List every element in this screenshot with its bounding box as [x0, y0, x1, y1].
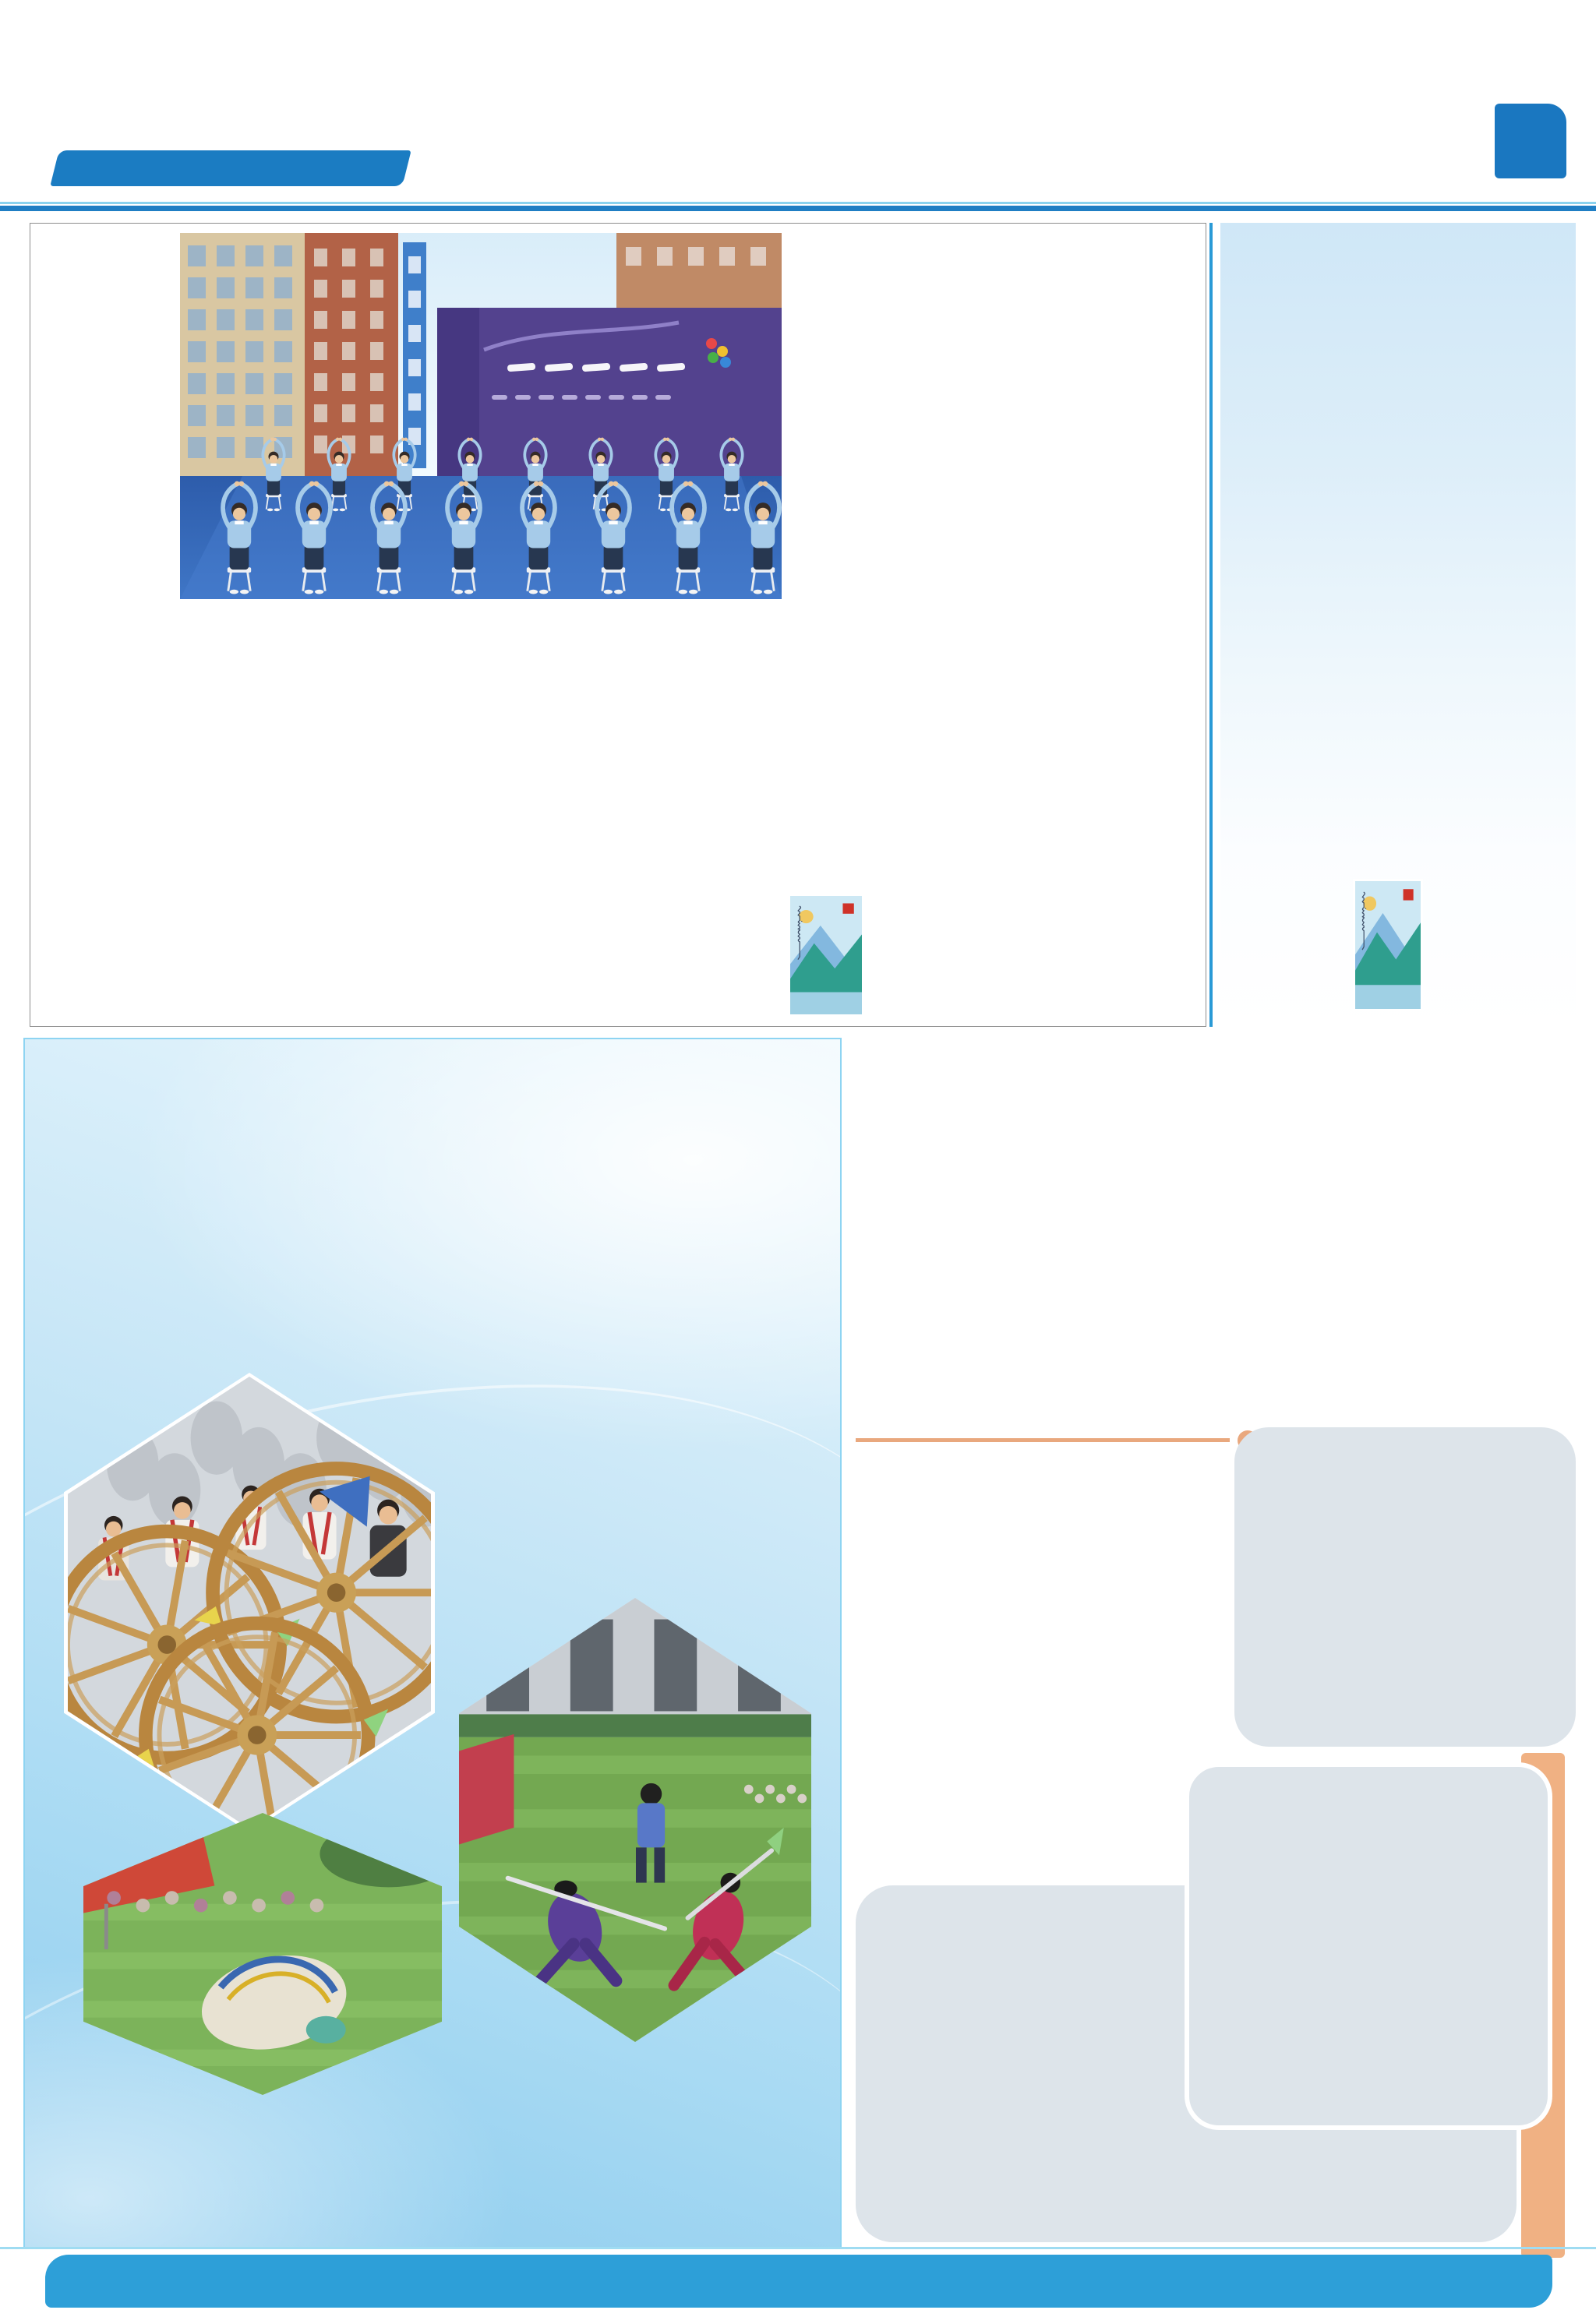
festival-body-text: [50, 2118, 824, 2233]
header-info-script: [1420, 55, 1495, 168]
performance-section: [849, 1038, 1576, 2245]
footer-script: [1230, 2264, 1280, 2298]
footer-script: [120, 2264, 260, 2298]
headline-number: [100, 863, 147, 980]
main-headline-script: [49, 236, 188, 1015]
header-rule: [0, 206, 1596, 211]
footer-rule: [0, 2247, 1596, 2249]
festival-photo-section: [23, 1038, 842, 2248]
festival-byline-script: [777, 1472, 827, 1839]
header-rule-light: [0, 202, 1596, 204]
page-footer: [45, 2255, 1552, 2308]
photo-children-chorus: [1234, 1427, 1576, 1747]
masthead-mongolian-script: [235, 115, 388, 148]
main-body-text-below: [199, 615, 782, 1014]
footer-script: [1127, 2264, 1174, 2298]
festival-headline-script: [500, 1469, 734, 1568]
page-number-badge: [1495, 104, 1566, 178]
sidebar-article: [1220, 223, 1576, 1027]
column-divider: [1209, 223, 1213, 1027]
performance-body-text: [856, 1454, 1083, 1870]
article-divider-line: [856, 1438, 1230, 1442]
date-badge: [50, 150, 411, 186]
footer-script: [787, 2264, 881, 2298]
sidebar-end-stamp: [1353, 879, 1423, 1011]
performance-byline-script: [1185, 1588, 1225, 1730]
sidebar-headline-script: [1275, 232, 1563, 351]
main-photo: [180, 233, 782, 599]
photo-fan-dance: [1185, 1762, 1552, 2130]
section-title-script: [733, 84, 865, 171]
article-end-stamp: [788, 894, 864, 1017]
footer-script: [354, 2264, 549, 2298]
footer-script: [623, 2264, 664, 2298]
festival-subheadline-script: [516, 1572, 719, 1619]
main-article: [30, 223, 1206, 1027]
performance-headline-script: [1054, 1499, 1202, 1795]
date-mongolian-script: [86, 153, 148, 183]
